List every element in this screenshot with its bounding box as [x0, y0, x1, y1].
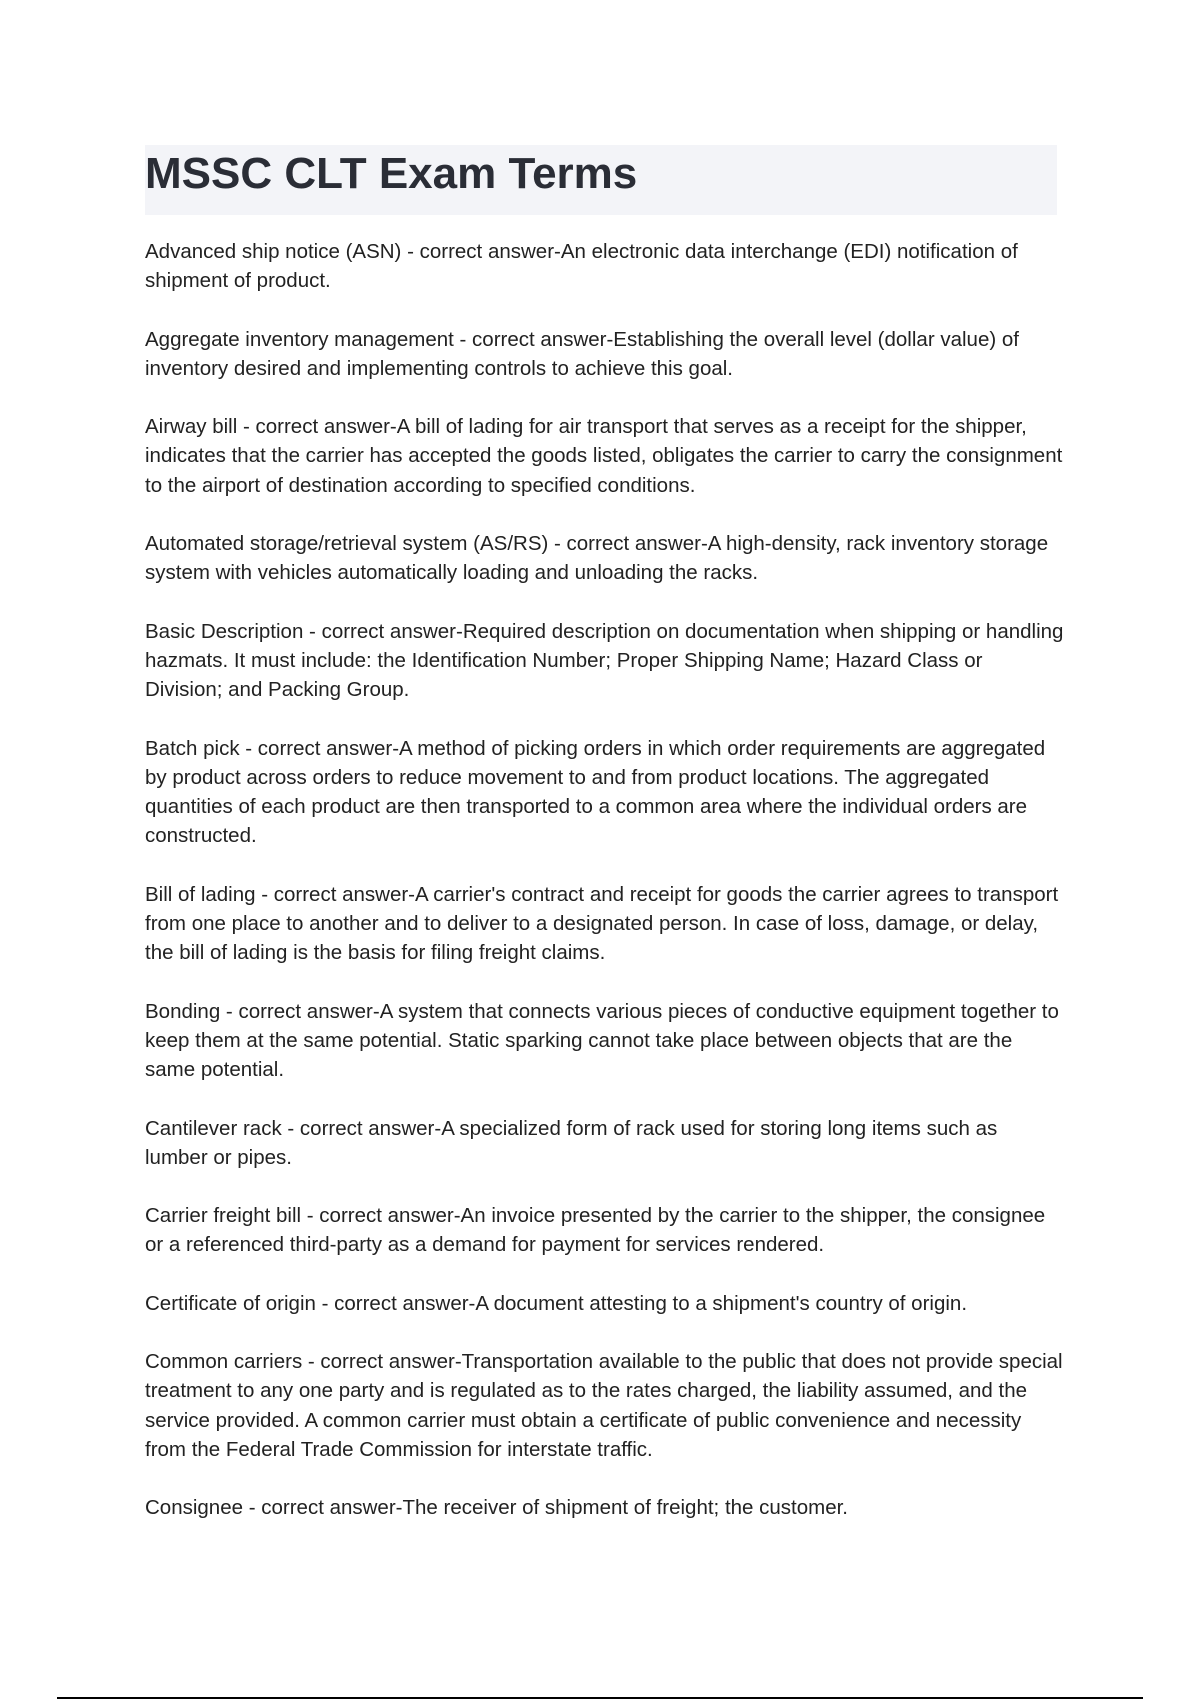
term-entry: Certificate of origin - correct answer-A document attesting to a shipment's country of origin. — [145, 1291, 968, 1315]
term-entry: Bill of lading - correct answer-A carrier's contract and receipt for goods the carrier agrees to transport from one place to another and to deliver to a designated person. In case of loss, damage, or delay, the bill of lading is the basis for filing freight claims. — [145, 882, 1059, 965]
term-entry: Automated storage/retrieval system (AS/RS) - correct answer-A high-density, rack inventory storage system with vehicles automatically loading and unloading the racks. — [145, 532, 1049, 585]
term-entry: Batch pick - correct answer-A method of picking orders in which order requirements are aggregated by product across orders to reduce movement to and from product locations. The aggregated quantities of each product are then transported to a common area where the individual orders are constructed. — [145, 736, 1046, 848]
term-entry: Basic Description - correct answer-Required description on documentation when shipping or handling hazmats. It must include: the Identification Number; Proper Shipping Name; Hazard Class or Division; and Packing Group. — [145, 619, 1064, 702]
term-entry: Aggregate inventory management - correct answer-Establishing the overall level (dollar value) of inventory desired and implementing controls to achieve this goal. — [145, 327, 1019, 380]
term-entry: Carrier freight bill - correct answer-An invoice presented by the carrier to the shipper, the consignee or a referenced third-party as a demand for payment for services rendered. — [145, 1204, 1046, 1257]
term-entry: Consignee - correct answer-The receiver of shipment of freight; the customer. — [145, 1496, 849, 1520]
term-entry: Common carriers - correct answer-Transportation available to the public that does not provide special treatment to any one party and is regulated as to the rates charged, the liability assumed, and the service provided. A common carrier must obtain a certificate of public convenience and necessity from the Federal Trade Commission for interstate traffic. — [145, 1350, 1063, 1461]
title-banner — [145, 145, 1057, 215]
term-entry: Bonding - correct answer-A system that connects various pieces of conductive equipment together to keep them at the same potential. Static sparking cannot take place between objects that are the same potential. — [145, 999, 1059, 1082]
term-entry: Cantilever rack - correct answer-A specialized form of rack used for storing long items such as lumber or pipes. — [145, 1116, 998, 1169]
term-entry: Advanced ship notice (ASN) - correct answer-An electronic data interchange (EDI) notification of shipment of product. — [145, 240, 1018, 293]
page-title: MSSC CLT Exam Terms — [145, 149, 638, 198]
terms-list — [145, 237, 1065, 1552]
bottom-divider — [57, 1697, 1143, 1699]
term-entry: Airway bill - correct answer-A bill of lading for air transport that serves as a receipt for the shipper, indicates that the carrier has accepted the goods listed, obligates the carrier to carry the consignment to the airport of destination according to specified conditions. — [145, 415, 1063, 497]
